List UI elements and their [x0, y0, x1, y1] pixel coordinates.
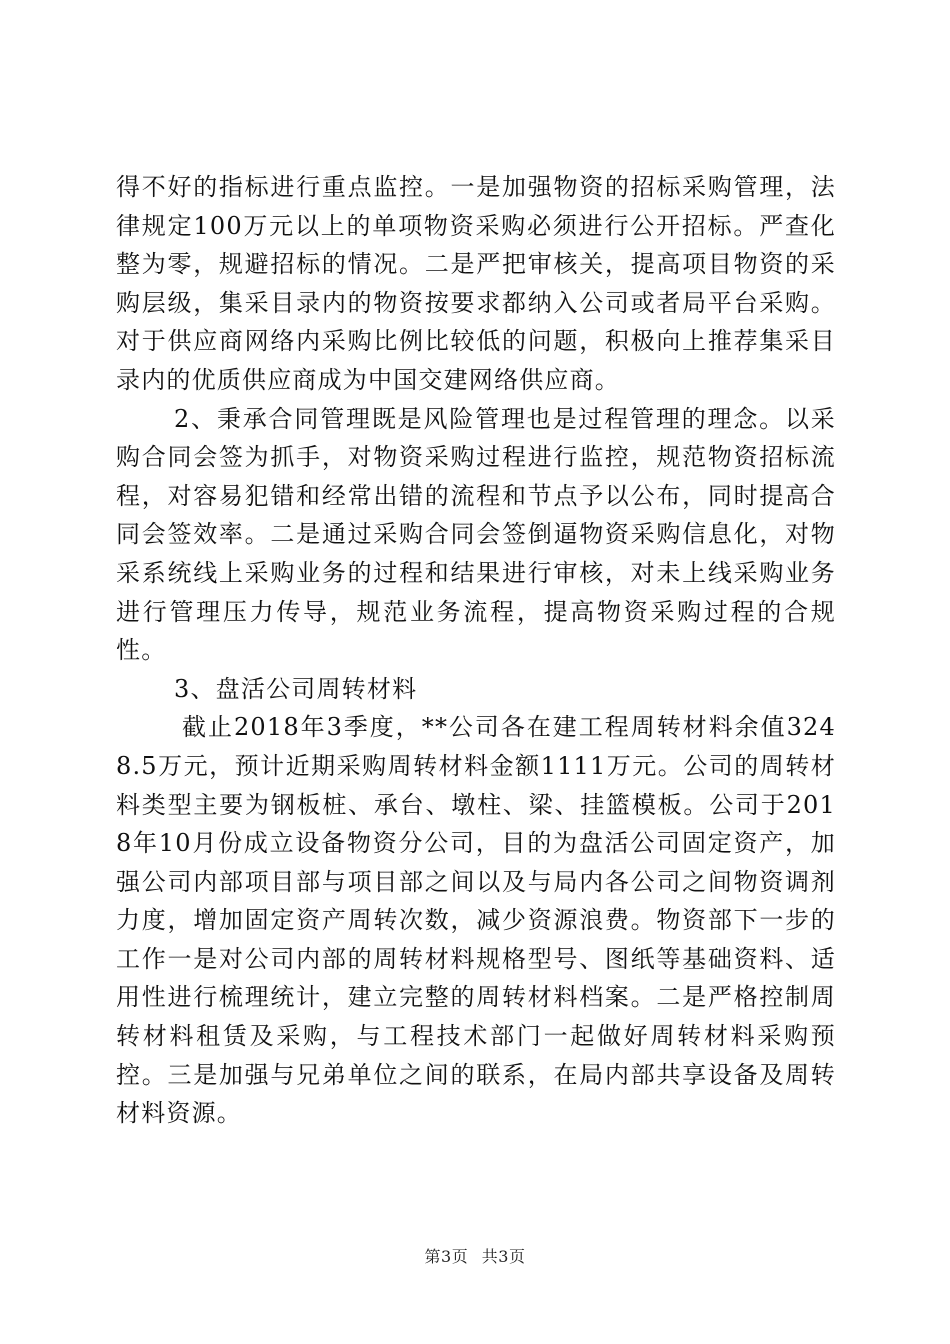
page-number: 第3页: [424, 1247, 469, 1266]
page-footer: [0, 1244, 950, 1267]
paragraph-monitoring: 得不好的指标进行重点监控。一是加强物资的招标采购管理，法律规定100万元以上的单项物资采购必须进行公开招标。严查化整为零，规避招标的情况。二是严把审核关，提高项目物资的采购层级，集采目录内的物资按要求都纳入公司或者局平台采购。对于供应商网络内采购比例比较低的问题，积极向上推荐集采目录内的优质供应商成为中国交建网络供应商。: [116, 173, 836, 394]
document-body: [116, 168, 836, 1133]
paragraph-turnover-materials: 截止2018年3季度，**公司各在建工程周转材料余值3248.5万元，预计近期采购周转材料金额1111万元。公司的周转材料类型主要为钢板桩、承台、墩柱、梁、挂篮模板。公司于2018年10月份成立设备物资分公司，目的为盘活公司固定资产，加强公司内部项目部与项目部之间以及与局内各公司之间物资调剂力度，增加固定资产周转次数，减少资源浪费。物资部下一步的工作一是对公司内部的周转材料规格型号、图纸等基础资料、适用性进行梳理统计，建立完整的周转材料档案。二是严格控制周转材料租赁及采购，与工程技术部门一起做好周转材料采购预控。三是加强与兄弟单位之间的联系，在局内部共享设备及周转材料资源。: [116, 713, 836, 1128]
paragraph-contract-management: 2、秉承合同管理既是风险管理也是过程管理的理念。以采购合同会签为抓手，对物资采购过程进行监控，规范物资招标流程，对容易犯错和经常出错的流程和节点予以公布，同时提高合同会签效率。二是通过采购合同会签倒逼物资采购信息化，对物采系统线上采购业务的过程和结果进行审核，对未上线采购业务进行管理压力传导，规范业务流程，提高物资采购过程的合规性。: [116, 404, 836, 665]
section-heading-turnover-materials: 3、盘活公司周转材料: [174, 674, 418, 703]
page-total: 共3页: [481, 1247, 526, 1266]
